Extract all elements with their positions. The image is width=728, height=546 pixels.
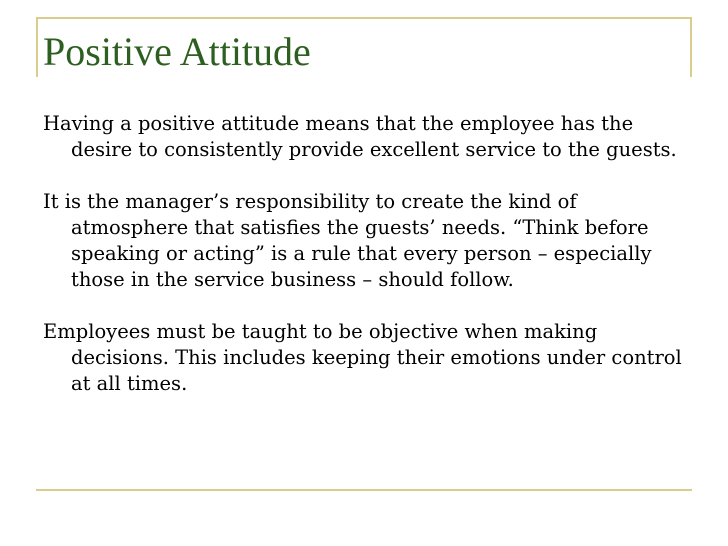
paragraph-employee-objectivity: Employees must be taught to be objective when making decisions. This includes keeping their emotions under control at all times. [43, 320, 682, 395]
top-divider-line [36, 17, 692, 19]
slide-body [43, 111, 693, 397]
right-frame-line [690, 17, 692, 77]
slide-title: Positive Attitude [43, 29, 311, 74]
bottom-divider-line [36, 489, 692, 491]
paragraph-positive-attitude: Having a positive attitude means that the employee has the desire to consistently provide excellent service to the guests. [43, 112, 677, 161]
paragraph-manager-responsibility: It is the manager’s responsibility to create the kind of atmosphere that satisfies the guests’ needs. “Think before speaking or acting” is a rule that every person – especially those in the service business – should follow. [43, 190, 652, 291]
left-frame-line [36, 17, 38, 77]
